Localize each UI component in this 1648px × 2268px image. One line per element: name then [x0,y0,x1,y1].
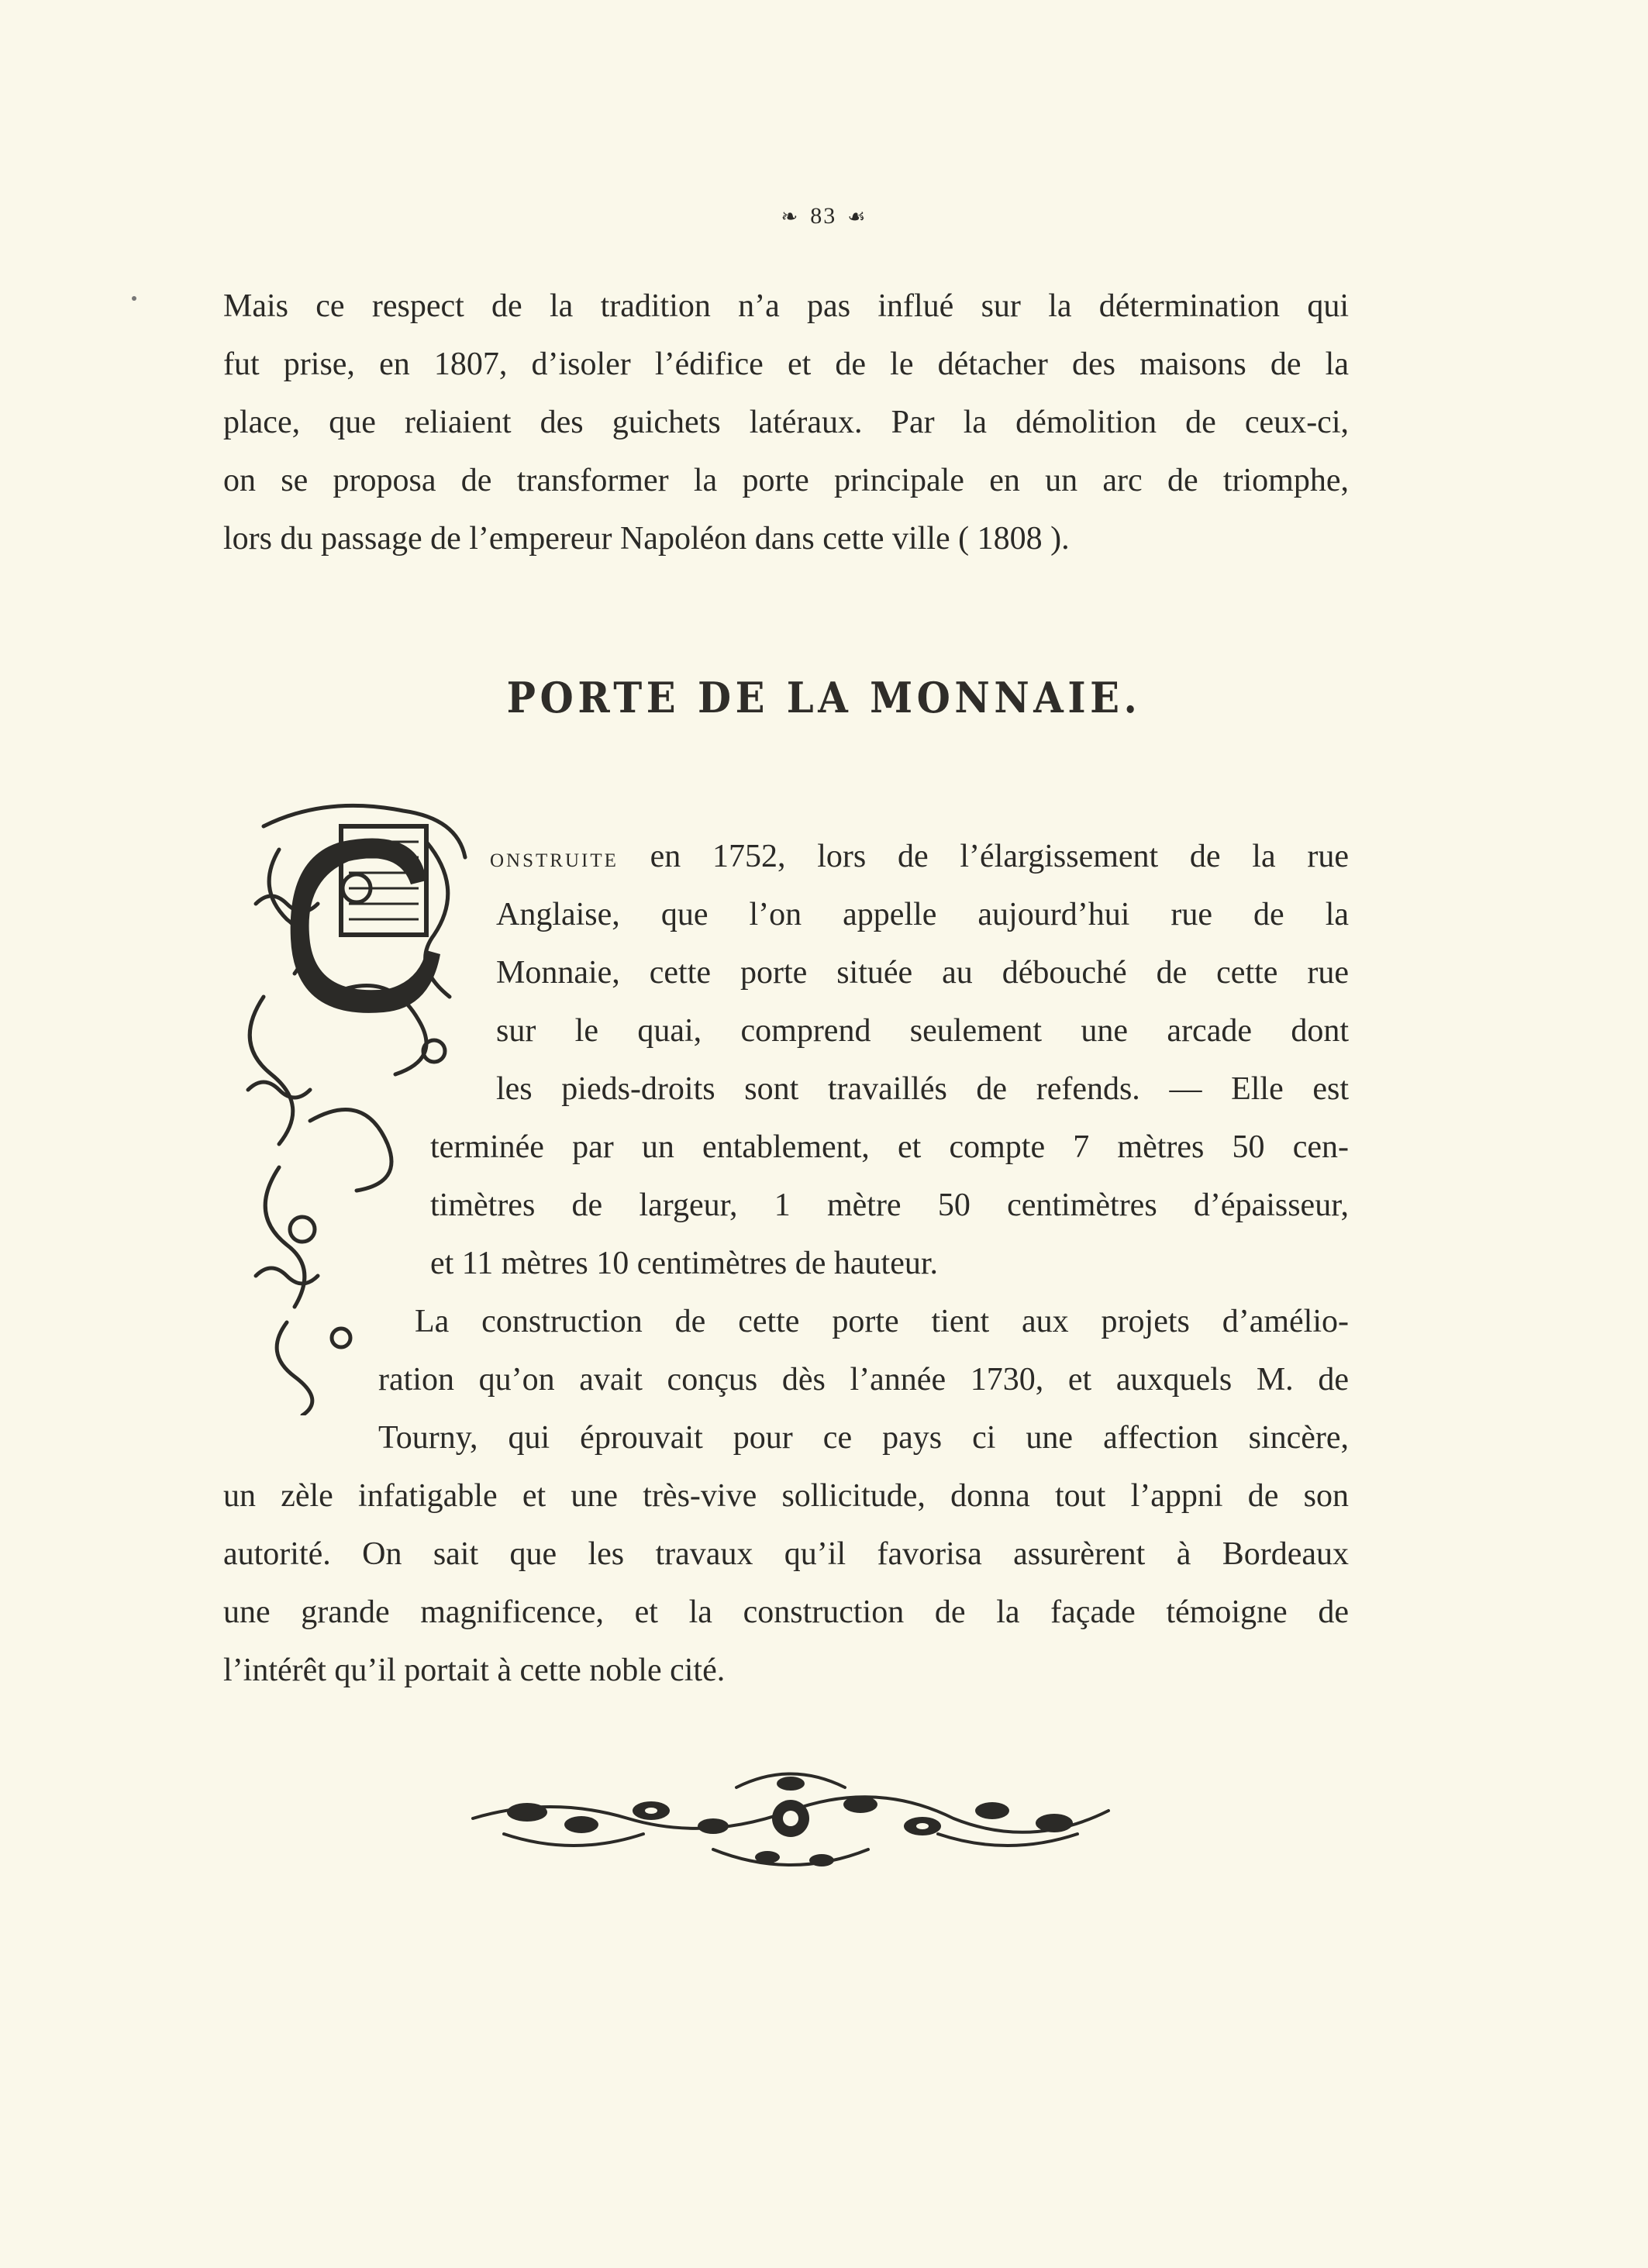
section-line [490,828,1349,886]
section-line: Monnaie, cette porte située au débouché de cette rue [496,955,1349,991]
intro-line: fut prise, en 1807, d’isoler l’édifice et de le détacher des maisons de la [223,346,1349,382]
tailpiece-fleuron-icon [457,1764,1124,1880]
section-title: PORTE DE LA MONNAIE. [506,673,1142,722]
section-line: l’intérêt qu’il portait à cette noble cité. [223,1653,726,1688]
section-line: Tourny, qui éprouvait pour ce pays ci une affection sincère, [378,1420,1349,1456]
intro-line: Mais ce respect de la tradition n’a pas influé sur la détermination qui [223,288,1349,324]
section-line: un zèle infatigable et une très-vive sollicitude, donna tout l’appni de son [223,1478,1349,1514]
section-line: ration qu’on avait conçus dès l’année 1730, et auxquels M. de [378,1362,1349,1398]
intro-line: place, que reliaient des guichets latéraux. Par la démolition de ceux-ci, [223,405,1349,440]
folio-ornament-right-icon: ☙ [847,205,867,228]
intro-paragraph [223,277,1349,568]
section-line: les pieds-droits sont travaillés de refends. — Elle est [496,1071,1349,1107]
ink-speck [132,296,136,301]
page-folio [0,203,1648,229]
section-line: et 11 mètres 10 centimètres de hauteur. [430,1246,939,1281]
page-number: 83 [810,203,837,229]
section-line: timètres de largeur, 1 mètre 50 centimètres d’épaisseur, [430,1187,1349,1223]
section-line: autorité. On sait que les travaux qu’il favorisa assurèrent à Bordeaux [223,1536,1349,1572]
section-line: terminée par un entablement, et compte 7 mètres 50 cen- [430,1129,1349,1165]
section-line: une grande magnificence, et la construction de la façade témoigne de [223,1594,1349,1630]
first-line-rest: en 1752, lors de l’élargissement de la rue [618,839,1349,874]
first-word-smallcaps: onstruite [490,842,619,873]
section-line: sur le quai, comprend seulement une arcade dont [496,1013,1349,1049]
section-line: La construction de cette porte tient aux projets d’amélio- [415,1304,1349,1339]
folio-ornament-left-icon: ❧ [781,205,800,228]
section-line: Anglaise, que l’on appelle aujourd’hui rue de la [496,897,1349,932]
intro-line: on se proposa de transformer la porte principale en un arc de triomphe, [223,463,1349,498]
intro-line: lors du passage de l’empereur Napoléon dans cette ville ( 1808 ). [223,521,1070,557]
